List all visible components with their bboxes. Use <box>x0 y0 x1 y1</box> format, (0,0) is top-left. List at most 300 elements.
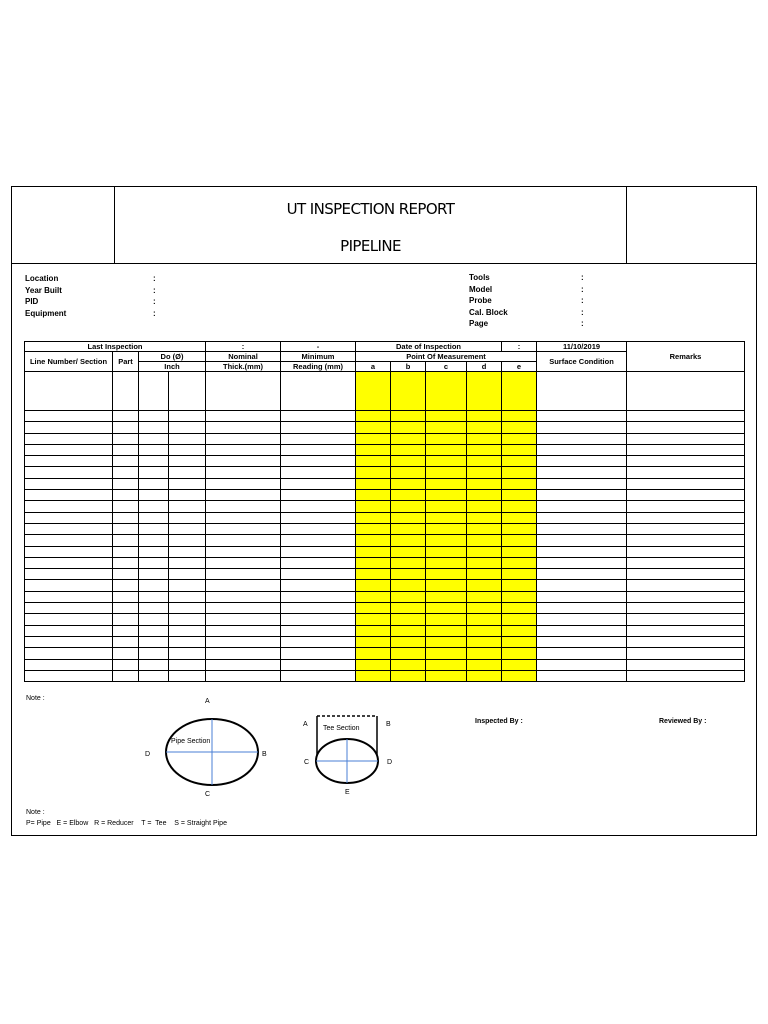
table-cell[interactable] <box>113 591 139 602</box>
table-cell[interactable] <box>627 591 745 602</box>
table-cell[interactable] <box>627 467 745 478</box>
table-cell[interactable] <box>502 467 537 478</box>
table-cell[interactable] <box>25 648 113 659</box>
table-cell[interactable] <box>206 636 281 647</box>
table-cell[interactable] <box>426 501 467 512</box>
table-cell[interactable] <box>281 580 356 591</box>
table-cell[interactable] <box>502 523 537 534</box>
table-cell[interactable] <box>206 614 281 625</box>
table-cell[interactable] <box>139 512 169 523</box>
table-cell[interactable] <box>139 422 169 433</box>
table-cell[interactable] <box>113 659 139 670</box>
table-cell[interactable] <box>467 569 502 580</box>
table-cell[interactable] <box>391 411 426 422</box>
table-cell[interactable] <box>356 478 391 489</box>
table-cell[interactable] <box>281 614 356 625</box>
table-cell[interactable] <box>502 512 537 523</box>
table-cell[interactable] <box>391 478 426 489</box>
table-cell[interactable] <box>281 433 356 444</box>
table-cell[interactable] <box>169 444 206 455</box>
table-cell[interactable] <box>467 659 502 670</box>
table-cell[interactable] <box>467 670 502 681</box>
table-cell[interactable] <box>627 625 745 636</box>
table-cell[interactable] <box>139 648 169 659</box>
table-cell[interactable] <box>467 411 502 422</box>
table-cell[interactable] <box>281 478 356 489</box>
table-cell[interactable] <box>627 433 745 444</box>
table-cell[interactable] <box>356 670 391 681</box>
table-cell[interactable] <box>426 625 467 636</box>
table-cell[interactable] <box>391 512 426 523</box>
table-cell[interactable] <box>627 614 745 625</box>
table-cell[interactable] <box>356 569 391 580</box>
table-cell[interactable] <box>25 614 113 625</box>
table-cell[interactable] <box>25 512 113 523</box>
table-cell[interactable] <box>426 659 467 670</box>
table-cell[interactable] <box>627 535 745 546</box>
table-cell[interactable] <box>356 603 391 614</box>
table-cell[interactable] <box>25 636 113 647</box>
table-cell[interactable] <box>206 523 281 534</box>
table-cell[interactable] <box>169 523 206 534</box>
table-cell[interactable] <box>113 569 139 580</box>
table-cell[interactable] <box>206 467 281 478</box>
table-cell[interactable] <box>356 444 391 455</box>
table-cell[interactable] <box>537 659 627 670</box>
table-cell[interactable] <box>139 603 169 614</box>
table-cell[interactable] <box>169 591 206 602</box>
table-cell[interactable] <box>356 433 391 444</box>
table-cell[interactable] <box>281 636 356 647</box>
table-cell[interactable] <box>281 456 356 467</box>
table-cell[interactable] <box>467 444 502 455</box>
table-cell[interactable] <box>281 648 356 659</box>
table-cell[interactable] <box>139 501 169 512</box>
table-cell[interactable] <box>426 490 467 501</box>
table-cell[interactable] <box>281 444 356 455</box>
table-cell[interactable] <box>139 580 169 591</box>
table-cell[interactable] <box>169 614 206 625</box>
table-cell[interactable] <box>113 411 139 422</box>
table-cell[interactable] <box>537 422 627 433</box>
table-cell[interactable] <box>113 670 139 681</box>
table-cell[interactable] <box>502 535 537 546</box>
table-cell[interactable] <box>537 557 627 568</box>
table-cell[interactable] <box>426 557 467 568</box>
table-cell[interactable] <box>627 569 745 580</box>
table-cell[interactable] <box>502 659 537 670</box>
table-cell[interactable] <box>281 569 356 580</box>
table-cell[interactable] <box>502 636 537 647</box>
table-cell[interactable] <box>467 490 502 501</box>
table-cell[interactable] <box>356 636 391 647</box>
table-cell[interactable] <box>169 372 206 411</box>
table-cell[interactable] <box>206 372 281 411</box>
table-cell[interactable] <box>281 411 356 422</box>
table-cell[interactable] <box>281 625 356 636</box>
table-cell[interactable] <box>537 580 627 591</box>
table-cell[interactable] <box>627 512 745 523</box>
table-cell[interactable] <box>206 422 281 433</box>
table-cell[interactable] <box>537 625 627 636</box>
table-cell[interactable] <box>537 490 627 501</box>
table-cell[interactable] <box>113 557 139 568</box>
table-cell[interactable] <box>467 535 502 546</box>
table-cell[interactable] <box>113 501 139 512</box>
table-cell[interactable] <box>537 444 627 455</box>
table-cell[interactable] <box>502 490 537 501</box>
table-cell[interactable] <box>537 648 627 659</box>
table-cell[interactable] <box>391 501 426 512</box>
table-cell[interactable] <box>537 603 627 614</box>
table-cell[interactable] <box>206 444 281 455</box>
table-cell[interactable] <box>391 614 426 625</box>
table-cell[interactable] <box>426 444 467 455</box>
table-cell[interactable] <box>391 422 426 433</box>
table-cell[interactable] <box>537 569 627 580</box>
table-cell[interactable] <box>502 372 537 411</box>
table-cell[interactable] <box>169 433 206 444</box>
table-cell[interactable] <box>502 569 537 580</box>
table-cell[interactable] <box>426 670 467 681</box>
table-cell[interactable] <box>467 636 502 647</box>
table-cell[interactable] <box>467 456 502 467</box>
table-cell[interactable] <box>356 535 391 546</box>
table-cell[interactable] <box>391 603 426 614</box>
table-cell[interactable] <box>139 535 169 546</box>
table-cell[interactable] <box>537 501 627 512</box>
table-cell[interactable] <box>139 467 169 478</box>
table-cell[interactable] <box>426 614 467 625</box>
table-cell[interactable] <box>25 659 113 670</box>
table-cell[interactable] <box>502 433 537 444</box>
table-cell[interactable] <box>391 467 426 478</box>
table-cell[interactable] <box>356 557 391 568</box>
table-cell[interactable] <box>391 670 426 681</box>
table-cell[interactable] <box>25 456 113 467</box>
table-cell[interactable] <box>627 444 745 455</box>
table-cell[interactable] <box>391 580 426 591</box>
table-cell[interactable] <box>25 478 113 489</box>
table-cell[interactable] <box>281 467 356 478</box>
table-cell[interactable] <box>169 580 206 591</box>
table-cell[interactable] <box>139 591 169 602</box>
table-cell[interactable] <box>206 557 281 568</box>
table-cell[interactable] <box>391 456 426 467</box>
table-cell[interactable] <box>206 670 281 681</box>
table-cell[interactable] <box>206 569 281 580</box>
table-cell[interactable] <box>627 372 745 411</box>
table-cell[interactable] <box>356 648 391 659</box>
table-cell[interactable] <box>391 636 426 647</box>
table-cell[interactable] <box>139 625 169 636</box>
table-cell[interactable] <box>139 636 169 647</box>
table-cell[interactable] <box>206 501 281 512</box>
table-cell[interactable] <box>467 580 502 591</box>
table-cell[interactable] <box>356 490 391 501</box>
table-cell[interactable] <box>113 523 139 534</box>
table-cell[interactable] <box>391 659 426 670</box>
table-cell[interactable] <box>206 535 281 546</box>
table-cell[interactable] <box>426 411 467 422</box>
table-cell[interactable] <box>169 546 206 557</box>
table-cell[interactable] <box>426 535 467 546</box>
table-cell[interactable] <box>426 372 467 411</box>
table-cell[interactable] <box>391 535 426 546</box>
table-cell[interactable] <box>113 535 139 546</box>
table-cell[interactable] <box>139 557 169 568</box>
table-cell[interactable] <box>391 490 426 501</box>
table-cell[interactable] <box>537 546 627 557</box>
table-cell[interactable] <box>502 422 537 433</box>
table-cell[interactable] <box>356 591 391 602</box>
table-cell[interactable] <box>113 614 139 625</box>
table-cell[interactable] <box>391 625 426 636</box>
table-cell[interactable] <box>356 659 391 670</box>
table-cell[interactable] <box>206 625 281 636</box>
table-cell[interactable] <box>426 569 467 580</box>
table-cell[interactable] <box>281 422 356 433</box>
table-cell[interactable] <box>25 422 113 433</box>
table-cell[interactable] <box>467 557 502 568</box>
table-cell[interactable] <box>281 372 356 411</box>
table-cell[interactable] <box>25 603 113 614</box>
table-cell[interactable] <box>169 512 206 523</box>
table-cell[interactable] <box>502 456 537 467</box>
table-cell[interactable] <box>627 557 745 568</box>
table-cell[interactable] <box>113 478 139 489</box>
table-cell[interactable] <box>426 523 467 534</box>
table-cell[interactable] <box>281 523 356 534</box>
table-cell[interactable] <box>206 591 281 602</box>
table-cell[interactable] <box>139 456 169 467</box>
table-cell[interactable] <box>113 512 139 523</box>
table-cell[interactable] <box>467 625 502 636</box>
table-cell[interactable] <box>25 591 113 602</box>
table-cell[interactable] <box>356 372 391 411</box>
table-cell[interactable] <box>467 648 502 659</box>
table-cell[interactable] <box>25 444 113 455</box>
table-cell[interactable] <box>537 614 627 625</box>
table-cell[interactable] <box>627 648 745 659</box>
table-cell[interactable] <box>627 422 745 433</box>
table-cell[interactable] <box>25 411 113 422</box>
table-cell[interactable] <box>537 512 627 523</box>
table-cell[interactable] <box>139 444 169 455</box>
table-cell[interactable] <box>113 625 139 636</box>
table-cell[interactable] <box>467 614 502 625</box>
table-cell[interactable] <box>281 670 356 681</box>
table-cell[interactable] <box>206 456 281 467</box>
table-cell[interactable] <box>113 444 139 455</box>
table-cell[interactable] <box>139 569 169 580</box>
table-cell[interactable] <box>113 433 139 444</box>
table-cell[interactable] <box>139 523 169 534</box>
table-cell[interactable] <box>169 456 206 467</box>
table-cell[interactable] <box>206 659 281 670</box>
table-cell[interactable] <box>426 422 467 433</box>
table-cell[interactable] <box>426 456 467 467</box>
table-cell[interactable] <box>537 535 627 546</box>
table-cell[interactable] <box>25 625 113 636</box>
table-cell[interactable] <box>169 670 206 681</box>
table-cell[interactable] <box>139 614 169 625</box>
table-cell[interactable] <box>627 523 745 534</box>
table-cell[interactable] <box>139 670 169 681</box>
table-cell[interactable] <box>25 433 113 444</box>
table-cell[interactable] <box>426 433 467 444</box>
table-cell[interactable] <box>391 444 426 455</box>
table-cell[interactable] <box>113 546 139 557</box>
table-cell[interactable] <box>25 670 113 681</box>
table-cell[interactable] <box>391 523 426 534</box>
table-cell[interactable] <box>537 433 627 444</box>
table-cell[interactable] <box>356 580 391 591</box>
table-cell[interactable] <box>502 557 537 568</box>
table-cell[interactable] <box>113 467 139 478</box>
table-cell[interactable] <box>627 603 745 614</box>
table-cell[interactable] <box>502 648 537 659</box>
table-cell[interactable] <box>426 478 467 489</box>
table-cell[interactable] <box>356 411 391 422</box>
table-cell[interactable] <box>537 670 627 681</box>
table-cell[interactable] <box>502 444 537 455</box>
table-cell[interactable] <box>281 659 356 670</box>
table-cell[interactable] <box>467 422 502 433</box>
table-cell[interactable] <box>206 411 281 422</box>
table-cell[interactable] <box>281 512 356 523</box>
table-cell[interactable] <box>113 490 139 501</box>
table-cell[interactable] <box>113 372 139 411</box>
table-cell[interactable] <box>537 591 627 602</box>
table-cell[interactable] <box>502 411 537 422</box>
table-cell[interactable] <box>467 478 502 489</box>
table-cell[interactable] <box>537 523 627 534</box>
table-cell[interactable] <box>169 490 206 501</box>
table-cell[interactable] <box>391 591 426 602</box>
table-cell[interactable] <box>537 411 627 422</box>
table-cell[interactable] <box>25 523 113 534</box>
table-cell[interactable] <box>467 467 502 478</box>
table-cell[interactable] <box>467 523 502 534</box>
table-cell[interactable] <box>627 456 745 467</box>
table-cell[interactable] <box>169 411 206 422</box>
table-cell[interactable] <box>356 422 391 433</box>
table-cell[interactable] <box>502 478 537 489</box>
table-cell[interactable] <box>426 648 467 659</box>
table-cell[interactable] <box>627 411 745 422</box>
table-cell[interactable] <box>169 557 206 568</box>
table-cell[interactable] <box>467 546 502 557</box>
table-cell[interactable] <box>25 467 113 478</box>
table-cell[interactable] <box>169 422 206 433</box>
table-cell[interactable] <box>467 603 502 614</box>
table-cell[interactable] <box>426 512 467 523</box>
table-cell[interactable] <box>25 546 113 557</box>
table-cell[interactable] <box>139 433 169 444</box>
table-cell[interactable] <box>391 557 426 568</box>
table-cell[interactable] <box>627 670 745 681</box>
table-cell[interactable] <box>627 659 745 670</box>
table-cell[interactable] <box>281 546 356 557</box>
table-cell[interactable] <box>391 433 426 444</box>
table-cell[interactable] <box>113 422 139 433</box>
table-cell[interactable] <box>281 557 356 568</box>
table-cell[interactable] <box>356 625 391 636</box>
table-cell[interactable] <box>627 636 745 647</box>
table-cell[interactable] <box>139 490 169 501</box>
table-cell[interactable] <box>356 614 391 625</box>
table-cell[interactable] <box>25 535 113 546</box>
table-cell[interactable] <box>502 670 537 681</box>
table-cell[interactable] <box>502 603 537 614</box>
table-cell[interactable] <box>391 546 426 557</box>
table-cell[interactable] <box>206 490 281 501</box>
table-cell[interactable] <box>206 580 281 591</box>
table-cell[interactable] <box>502 614 537 625</box>
table-cell[interactable] <box>25 557 113 568</box>
table-cell[interactable] <box>426 546 467 557</box>
table-cell[interactable] <box>537 372 627 411</box>
table-cell[interactable] <box>537 467 627 478</box>
table-cell[interactable] <box>537 478 627 489</box>
table-cell[interactable] <box>467 501 502 512</box>
table-cell[interactable] <box>502 591 537 602</box>
table-cell[interactable] <box>113 456 139 467</box>
table-cell[interactable] <box>356 512 391 523</box>
table-cell[interactable] <box>206 648 281 659</box>
table-cell[interactable] <box>113 636 139 647</box>
table-cell[interactable] <box>25 501 113 512</box>
table-cell[interactable] <box>467 433 502 444</box>
table-cell[interactable] <box>169 569 206 580</box>
table-cell[interactable] <box>281 490 356 501</box>
table-cell[interactable] <box>113 648 139 659</box>
table-cell[interactable] <box>25 372 113 411</box>
table-cell[interactable] <box>426 636 467 647</box>
table-cell[interactable] <box>627 478 745 489</box>
table-cell[interactable] <box>502 625 537 636</box>
table-cell[interactable] <box>169 625 206 636</box>
table-cell[interactable] <box>502 501 537 512</box>
table-cell[interactable] <box>502 546 537 557</box>
table-cell[interactable] <box>169 478 206 489</box>
table-cell[interactable] <box>139 659 169 670</box>
table-cell[interactable] <box>502 580 537 591</box>
table-cell[interactable] <box>391 569 426 580</box>
table-cell[interactable] <box>467 512 502 523</box>
table-cell[interactable] <box>169 501 206 512</box>
table-cell[interactable] <box>169 659 206 670</box>
table-cell[interactable] <box>627 580 745 591</box>
table-cell[interactable] <box>627 490 745 501</box>
table-cell[interactable] <box>25 569 113 580</box>
table-cell[interactable] <box>206 512 281 523</box>
table-cell[interactable] <box>169 603 206 614</box>
table-cell[interactable] <box>206 603 281 614</box>
table-cell[interactable] <box>356 546 391 557</box>
table-cell[interactable] <box>206 546 281 557</box>
table-cell[interactable] <box>356 467 391 478</box>
table-cell[interactable] <box>281 591 356 602</box>
table-cell[interactable] <box>426 591 467 602</box>
table-cell[interactable] <box>281 501 356 512</box>
table-cell[interactable] <box>356 456 391 467</box>
table-cell[interactable] <box>627 546 745 557</box>
table-cell[interactable] <box>206 478 281 489</box>
table-cell[interactable] <box>537 636 627 647</box>
table-cell[interactable] <box>426 603 467 614</box>
